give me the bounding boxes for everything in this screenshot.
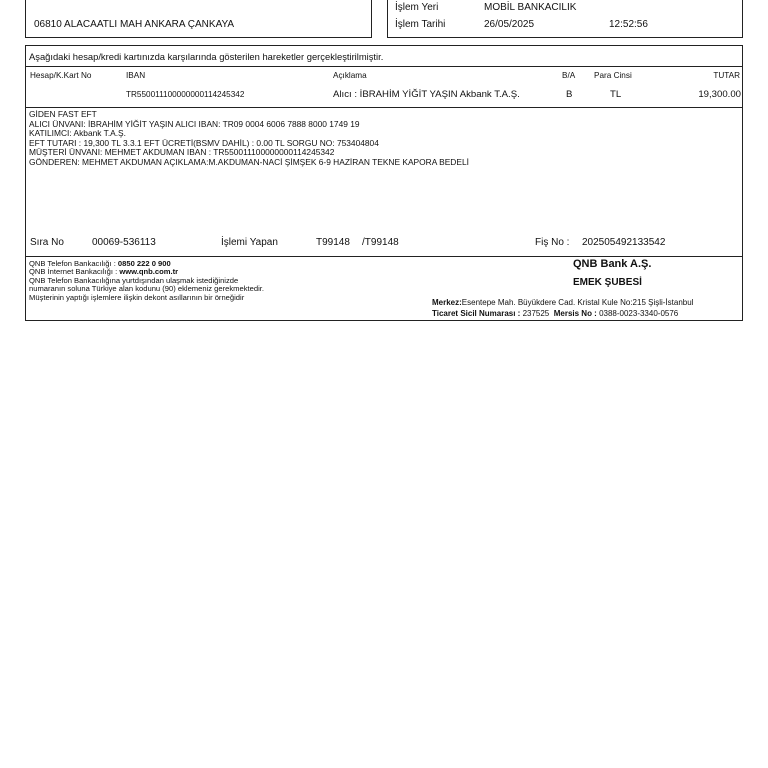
abroad-note-2: numaranın soluna Türkiye alan kodunu (90) eklemeniz gerekmektedir.	[29, 284, 264, 294]
islem-tarihi-date: 26/05/2025	[484, 19, 535, 30]
fis-label: Fiş No :	[535, 237, 570, 248]
internet-banking-line: QNB İnternet Bankacılığı : www.qnb.com.tr	[29, 267, 179, 277]
abroad-note-1: QNB Telefon Bankacılığına yurtdışından ulaşmak istediğinizde	[29, 275, 239, 285]
headquarters-info	[432, 297, 693, 319]
detail-line: GÖNDEREN: MEHMET AKDUMAN AÇIKLAMA:M.AKDUMAN-NACİ ŞİMŞEK 6-9 HAZİRAN TEKNE KAPORA BEDELİ	[29, 156, 469, 167]
detail-line: MÜŞTERİ ÜNVANI: MEHMET AKDUMAN IBAN : TR550011100000000114245342	[29, 147, 335, 158]
row-aciklama: Alıcı : İBRAHİM YİĞİT YAŞIN Akbank T.A.Ş.	[333, 89, 520, 100]
transaction-details	[29, 110, 469, 168]
row-ba: B	[566, 89, 573, 100]
row-tutar: 19,300.00	[698, 89, 741, 100]
detail-line: KATILIMCI: Akbank T.A.Ş.	[29, 128, 126, 139]
merkez-line: Merkez:Esentepe Mah. Büyükdere Cad. Kristal Kule No:215 Şişli-İstanbul	[432, 298, 694, 307]
islemi-yapan-value: T99148	[316, 237, 350, 248]
sira-label: Sıra No	[30, 237, 64, 248]
detail-line: EFT TUTARI : 19,300 TL 3.3.1 EFT ÜCRETİ(BSMV DAHİL) : 0.00 TL SORGU NO: 753404804	[29, 137, 379, 148]
phone-banking-line: QNB Telefon Bankacılığı : 0850 222 0 900	[29, 259, 171, 268]
footer-info	[29, 260, 264, 302]
divider-footer	[25, 256, 743, 257]
sira-value: 00069-536113	[92, 237, 156, 248]
row-para: TL	[610, 89, 622, 100]
row-iban: TR550011100000000114245342	[126, 90, 245, 99]
islem-yeri-label: İşlem Yeri	[395, 2, 439, 13]
islem-tarihi-time: 12:52:56	[609, 19, 648, 30]
divider-table	[25, 107, 743, 108]
col-header-aciklama: Açıklama	[333, 71, 367, 80]
islemi-yapan-label: İşlemi Yapan	[221, 237, 278, 248]
col-header-ba: B/A	[562, 71, 576, 80]
bank-name: QNB Bank A.Ş.	[573, 258, 652, 270]
branch-name: EMEK ŞUBESİ	[573, 277, 642, 288]
col-header-iban: IBAN	[126, 71, 146, 80]
customer-address: 06810 ALACAATLI MAH ANKARA ÇANKAYA	[34, 19, 235, 30]
intro-text: Aşağıdaki hesap/kredi kartınızda karşılarında gösterilen hareketler gerçekleştirilmiştir.	[29, 51, 384, 62]
col-header-tutar: TUTAR	[713, 71, 740, 80]
islemi-yapan-value-2: /T99148	[362, 237, 399, 248]
col-header-hesap: Hesap/K.Kart No	[30, 71, 92, 80]
divider-intro	[25, 66, 743, 67]
islem-tarihi-label: İşlem Tarihi	[395, 19, 446, 30]
islem-yeri-value: MOBİL BANKACILIK	[484, 2, 577, 13]
copy-note: Müşterinin yaptığı işlemlere ilişkin dekont asıllarının bir örneğidir	[29, 292, 245, 302]
detail-line: ALICI ÜNVANI: İBRAHİM YİĞİT YAŞIN ALICI IBAN: TR09 0004 6006 7888 8000 1749 19	[29, 118, 360, 129]
detail-line: GİDEN FAST EFT	[29, 109, 97, 119]
fis-value: 202505492133542	[582, 237, 666, 248]
sicil-mersis-line: Ticaret Sicil Numarası : 237525 Mersis No : 0388-0023-3340-0576	[432, 309, 679, 318]
col-header-para: Para Cinsi	[594, 71, 632, 80]
